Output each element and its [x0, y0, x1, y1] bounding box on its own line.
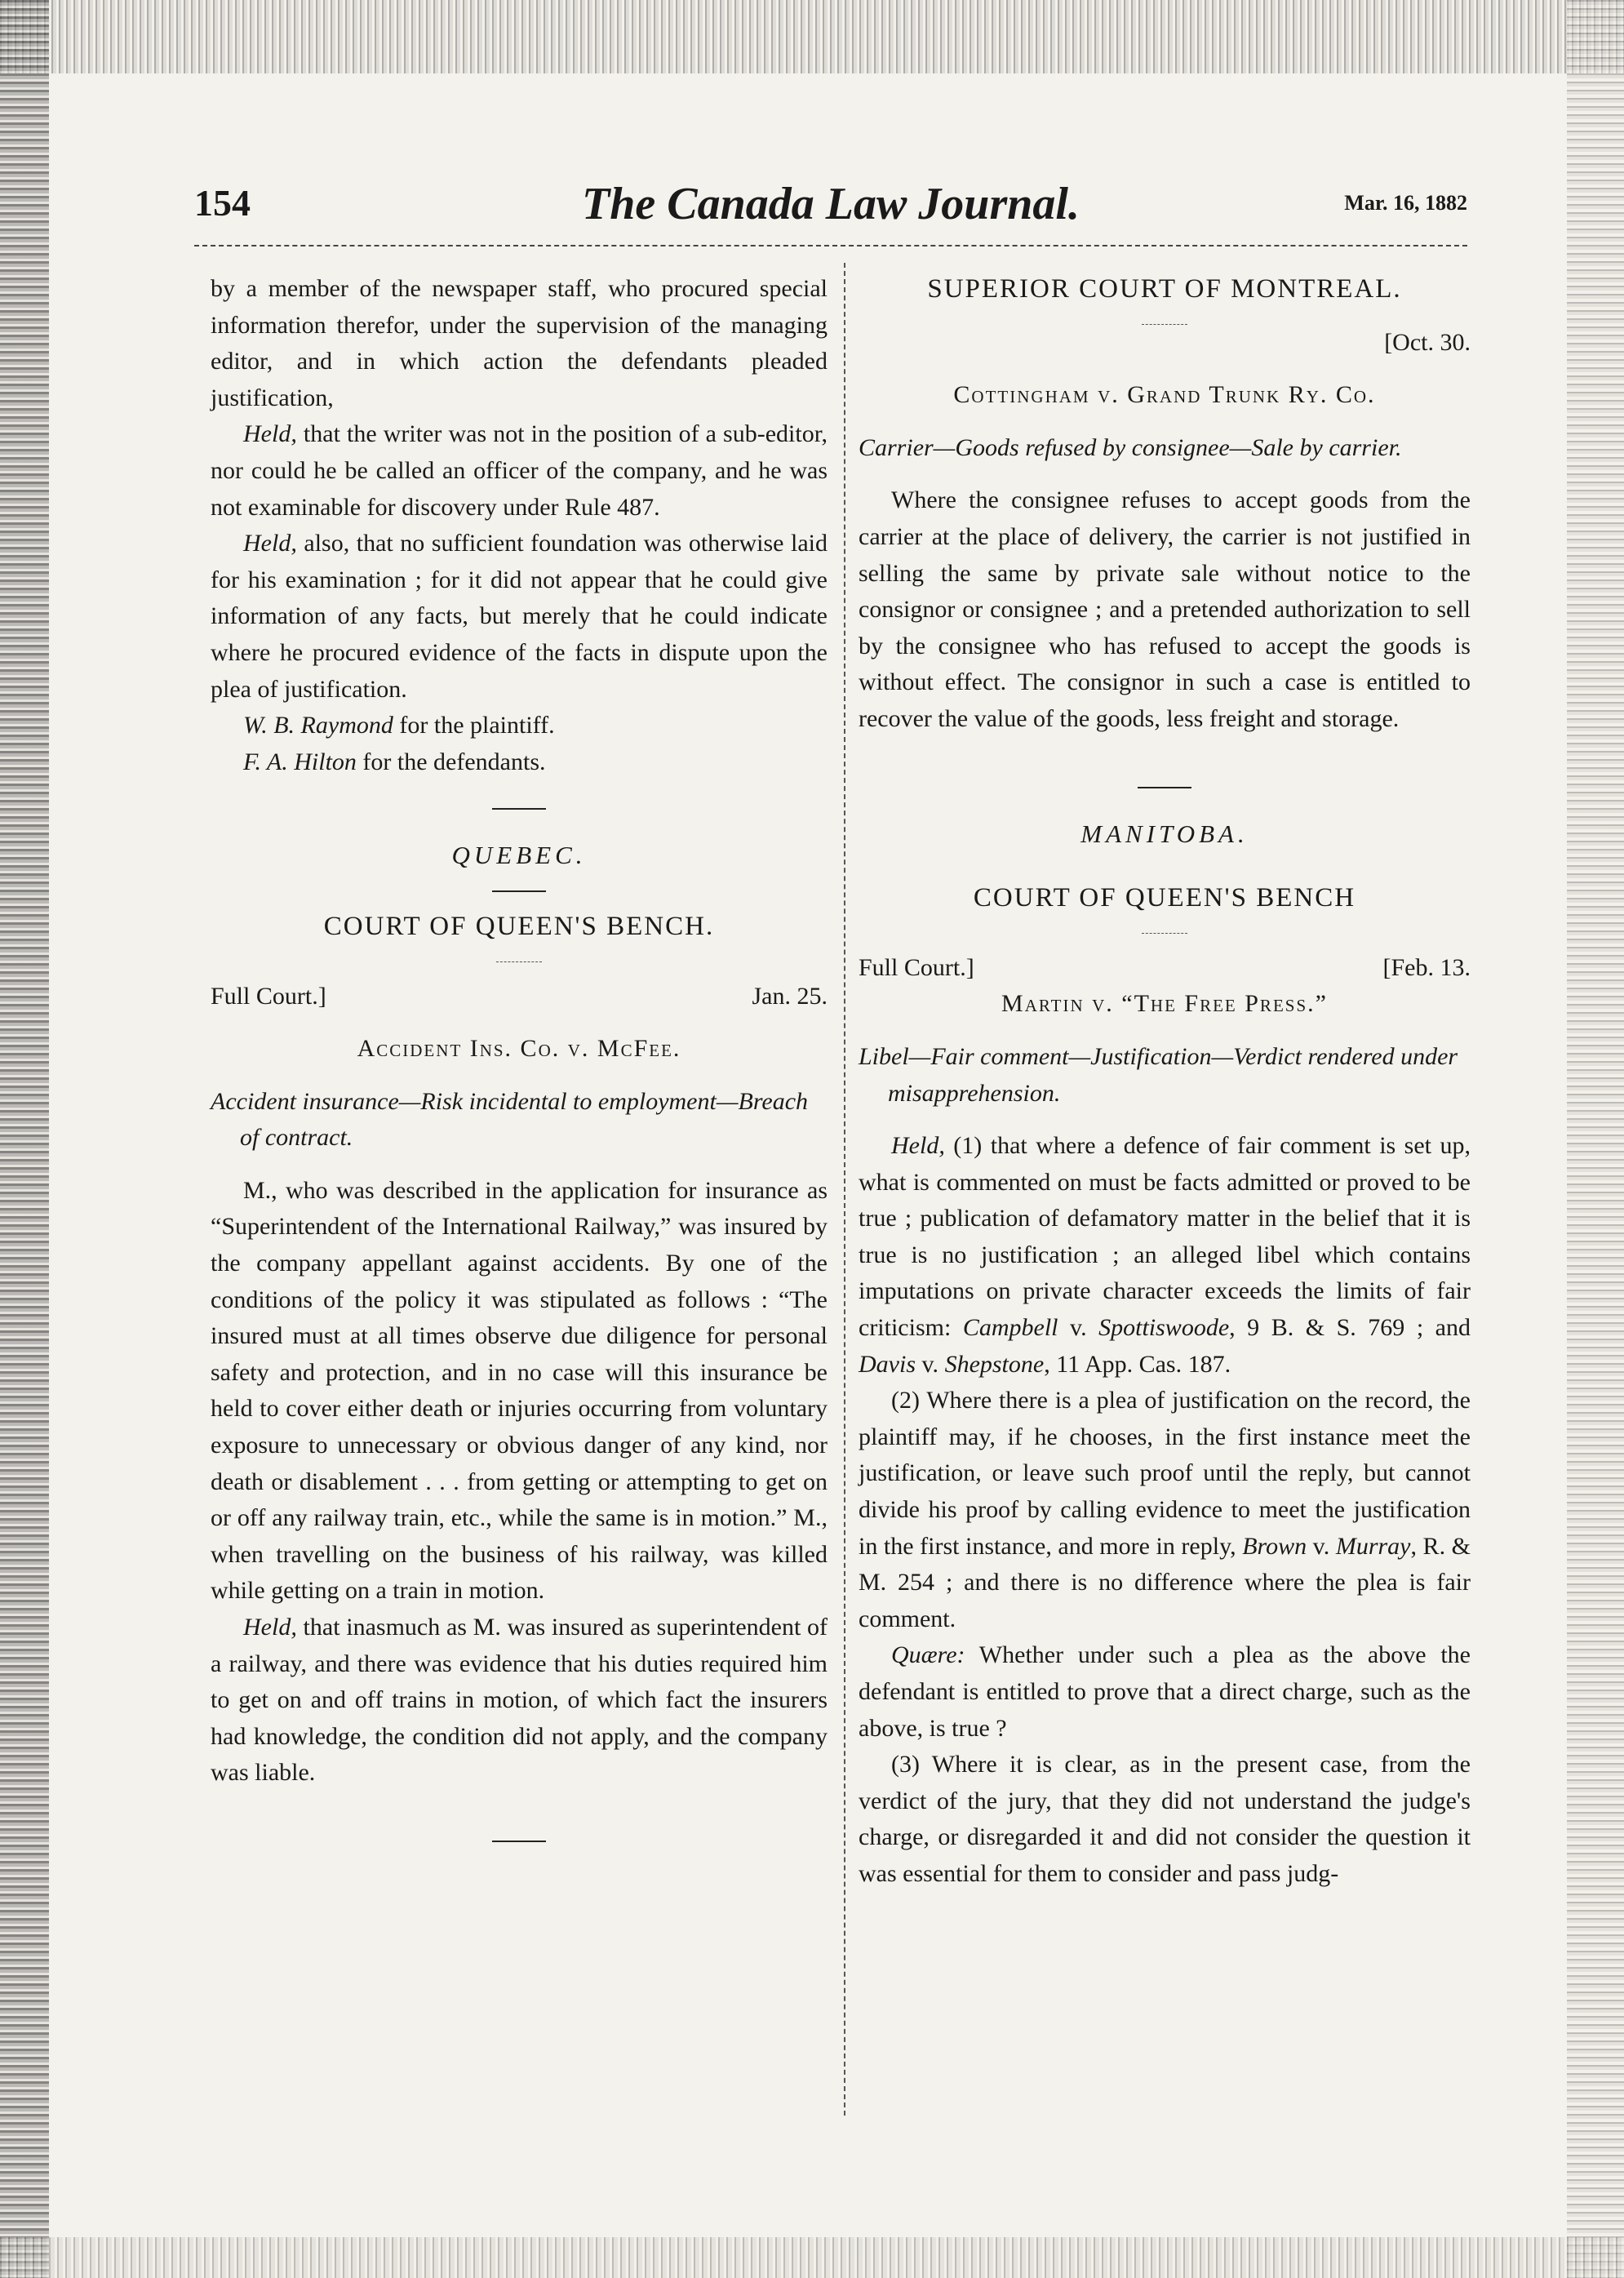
citation-party: Murray	[1335, 1532, 1411, 1560]
headnote: Carrier—Goods refused by consignee—Sale by carrier.	[859, 433, 1402, 461]
journal-title: The Canada Law Journal.	[582, 179, 1080, 229]
page-number: 154	[194, 182, 251, 224]
left-paragraph-4: M., who was described in the application for insurance as “Superintendent of the International Railway,” was insured by the company appellant against accidents. By one of the conditions of the policy it was stipulated as follows : “The insured must at all times observe due diligence for personal safety and protection, and in no case will this insurance be held to cover either death or injuries occurring from voluntary exposure to unnecessary or obvious danger of any kind, nor death or disablement . . . from getting or attempting to get on or off any railway train, etc., while the same is in motion.” M., when travelling on the business of his railway, was killed while getting on a train in motion.	[211, 1176, 828, 1605]
right-column	[859, 271, 1471, 1893]
right-paragraph-5: (3) Where it is clear, as in the present case, from the verdict of the jury, that they did not understand the judge's charge, or disregarded it and did not consider the question it was essential for them to consider and pass judg-	[859, 1751, 1471, 1887]
running-header	[194, 178, 1467, 235]
citation-party: Campbell	[962, 1314, 1058, 1342]
citation-v: v.	[916, 1350, 945, 1378]
bench-label: Full Court.]	[211, 982, 326, 1010]
column-divider	[844, 263, 845, 2116]
right-paragraph-4	[859, 1637, 1471, 1747]
quaere-label: Quære:	[891, 1641, 965, 1669]
bench-date-row	[211, 979, 828, 1015]
decision-date: [Oct. 30.	[1384, 328, 1471, 356]
citation-v: v.	[1058, 1314, 1099, 1342]
citation-text: , 11 App. Cas. 187.	[1044, 1350, 1231, 1378]
bench-date-row	[859, 950, 1471, 987]
header-rule	[194, 245, 1467, 246]
right-paragraph-3	[859, 1383, 1471, 1637]
section-rule	[492, 1841, 546, 1842]
case-title: Accident Ins. Co. v. McFee.	[357, 1035, 681, 1063]
left-paragraph-1: by a member of the newspaper staff, who procured special information therefor, under the supervision of the managing editor, and in which action the defendants pleaded justification,	[211, 275, 828, 411]
counsel-defendants	[211, 744, 828, 781]
left-paragraph-2-text: that the writer was not in the position of a sub-editor, nor could he be called an officer of the company, and he was not examinable for discovery under Rule 487.	[211, 420, 828, 521]
case-title: Martin v. “The Free Press.”	[1001, 990, 1328, 1018]
decision-date: [Feb. 13.	[1382, 953, 1471, 981]
left-paragraph-5	[211, 1610, 828, 1792]
held-label: Held,	[243, 530, 297, 557]
citation-party: Brown	[1242, 1532, 1307, 1560]
counsel-plaintiff	[211, 708, 828, 744]
decision-date: Jan. 25.	[752, 982, 828, 1010]
left-column	[211, 271, 828, 1842]
region-heading-manitoba: MANITOBA.	[1080, 819, 1249, 848]
court-heading: COURT OF QUEEN'S BENCH.	[323, 911, 715, 941]
court-heading: SUPERIOR COURT OF MONTREAL.	[927, 274, 1402, 304]
citation-text: , 9 B. & S. 769 ; and	[1229, 1314, 1471, 1342]
citation-party: Spottiswoode	[1098, 1314, 1230, 1342]
region-heading-quebec: QUEBEC.	[451, 841, 587, 870]
citation-text: , R. & M. 254 ; and there is no difference where the plea is fair comment.	[859, 1532, 1471, 1632]
court-heading: COURT OF QUEEN'S BENCH	[973, 883, 1356, 913]
counsel-role: for the plaintiff.	[393, 712, 555, 739]
right-paragraph-2	[859, 1128, 1471, 1383]
citation-party: Shepstone	[944, 1350, 1045, 1378]
headnote: Libel—Fair comment—Justification—Verdict rendered under misapprehension.	[859, 1042, 1458, 1107]
left-paragraph-3-text: also, that no sufficient foundation was otherwise laid for his examination ; for it did not appear that he could give information of any facts, but merely that he could indicate where he procured evidence of the facts in dispute upon the plea of justification.	[211, 530, 828, 703]
counsel-role: for the defendants.	[356, 748, 546, 775]
counsel-name: W. B. Raymond	[243, 712, 393, 739]
left-paragraph-2	[211, 416, 828, 526]
paragraph-text: (1) that where a defence of fair comment is set up, what is commented on must be facts admitted or proved to be true ; publication of defamatory matter in the belief that it is true is no justification ; an alleged libel which contains imputations on private character exceeds the limits of fair criticism:	[859, 1132, 1471, 1342]
left-paragraph-3	[211, 526, 828, 708]
issue-date: Mar. 16, 1882	[1344, 191, 1467, 215]
headnote: Accident insurance—Risk incidental to employment—Breach of contract.	[211, 1087, 809, 1152]
case-title: Cottingham v. Grand Trunk Ry. Co.	[953, 381, 1376, 409]
bench-label: Full Court.]	[859, 953, 974, 981]
citation-v: v.	[1307, 1532, 1336, 1560]
citation-party: Davis	[859, 1350, 916, 1378]
held-label: Held,	[891, 1132, 945, 1160]
scan-edge-bottom	[0, 2237, 1624, 2278]
left-paragraph-5-text: that inasmuch as M. was insured as superintendent of a railway, and there was evidence that his duties required him to get on and off trains in motion, of which fact the insurers had knowledge, the condition did not apply, and the company was liable.	[211, 1614, 828, 1787]
counsel-name: F. A. Hilton	[243, 748, 357, 775]
scan-edge-right	[1567, 0, 1624, 2278]
scan-edge-top	[0, 0, 1624, 73]
paragraph-text: (2) Where there is a plea of justification on the record, the plaintiff may, if he chooses, in the first instance meet the justification, or leave such proof until the reply, but cannot divide his proof by calling evidence to meet the justification in the first instance, and more in reply,	[859, 1387, 1471, 1560]
paragraph-text: Whether under such a plea as the above the defendant is entitled to prove that a direct charge, such as the above, is true ?	[859, 1641, 1471, 1742]
held-label: Held,	[243, 1614, 297, 1641]
right-paragraph-1: Where the consignee refuses to accept goods from the carrier at the place of delivery, the carrier is not justified in selling the same by private sale without notice to the consignor or consignee ; and a pretended authorization to sell by the consignee who has refused to accept the goods is without effect. The consignor in such a case is entitled to recover the value of the goods, less freight and storage.	[859, 486, 1471, 732]
held-label: Held,	[243, 420, 297, 448]
scan-edge-left	[0, 0, 49, 2278]
